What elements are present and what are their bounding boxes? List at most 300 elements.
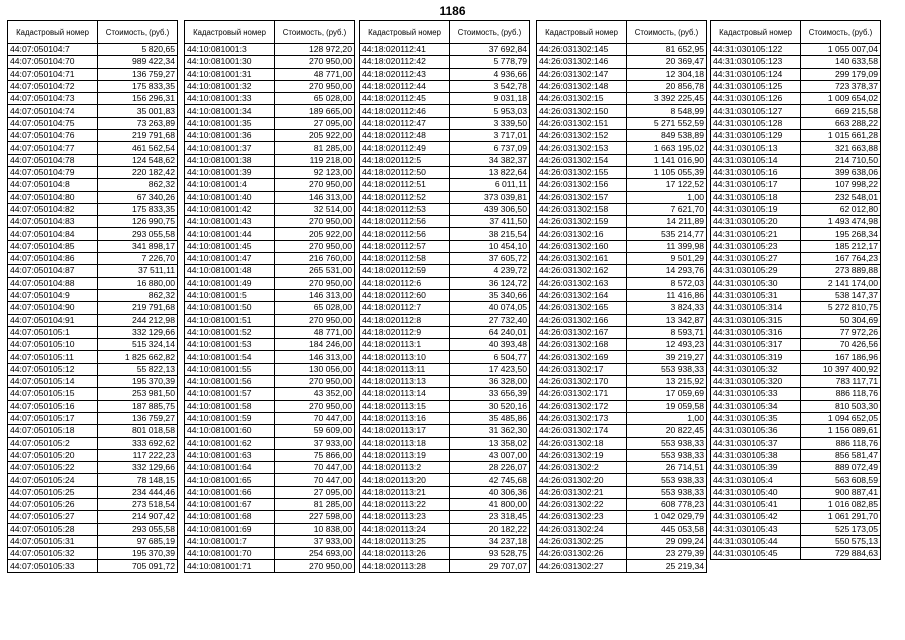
cadastral-number: 44:07:050104:72 xyxy=(8,80,98,92)
cadastral-number: 44:07:050105:14 xyxy=(8,376,98,388)
cadastral-number: 44:31:030105:316 xyxy=(711,326,801,338)
cost-value: 729 884,63 xyxy=(801,548,881,560)
cadastral-number: 44:10:081001:5 xyxy=(185,289,275,301)
cadastral-table-4 xyxy=(536,20,707,573)
cost-value: 195 370,39 xyxy=(98,548,178,560)
cadastral-number: 44:07:050104:74 xyxy=(8,105,98,117)
cost-value: 81 285,00 xyxy=(275,142,355,154)
cadastral-number: 44:10:081001:31 xyxy=(185,68,275,80)
cost-value: 187 885,75 xyxy=(98,400,178,412)
table-row xyxy=(8,437,178,449)
table-row xyxy=(537,228,707,240)
table-row xyxy=(711,105,881,117)
cadastral-number: 44:26:031302:164 xyxy=(537,289,627,301)
table-row xyxy=(537,326,707,338)
cost-value: 31 362,30 xyxy=(450,425,530,437)
cost-value: 705 091,72 xyxy=(98,560,178,572)
cost-value: 67 340,26 xyxy=(98,191,178,203)
cadastral-number: 44:07:050104:82 xyxy=(8,203,98,215)
cost-value: 550 575,13 xyxy=(801,535,881,547)
cost-value: 341 898,17 xyxy=(98,240,178,252)
cost-value: 1 015 661,28 xyxy=(801,130,881,142)
cost-value: 13 215,92 xyxy=(627,376,707,388)
cost-value: 553 938,33 xyxy=(627,363,707,375)
table-row xyxy=(360,339,530,351)
cost-value: 37 605,72 xyxy=(450,253,530,265)
cadastral-table-5 xyxy=(710,20,881,560)
cost-value: 70 447,00 xyxy=(275,462,355,474)
cadastral-number: 44:18:020112:58 xyxy=(360,253,450,265)
cadastral-number: 44:10:081001:62 xyxy=(185,437,275,449)
cost-value: 146 313,00 xyxy=(275,191,355,203)
table-row xyxy=(360,179,530,191)
cadastral-number: 44:26:031302:148 xyxy=(537,80,627,92)
cost-value: 117 222,23 xyxy=(98,449,178,461)
cost-value: 29 099,24 xyxy=(627,535,707,547)
cost-value: 140 633,58 xyxy=(801,56,881,68)
cost-value: 10 397 400,92 xyxy=(801,363,881,375)
table-row xyxy=(8,535,178,547)
cost-value: 214 907,42 xyxy=(98,511,178,523)
table-row xyxy=(711,376,881,388)
cadastral-number: 44:26:031302:26 xyxy=(537,548,627,560)
cadastral-number: 44:10:081001:67 xyxy=(185,498,275,510)
cost-value: 40 306,36 xyxy=(450,486,530,498)
table-row xyxy=(8,376,178,388)
cadastral-number: 44:31:030105:126 xyxy=(711,93,801,105)
cost-value: 1 016 082,85 xyxy=(801,498,881,510)
table-row xyxy=(537,216,707,228)
table-row xyxy=(360,376,530,388)
cost-value: 5 778,79 xyxy=(450,56,530,68)
table-row xyxy=(537,474,707,486)
cadastral-number: 44:10:081001:63 xyxy=(185,449,275,461)
table-row xyxy=(360,80,530,92)
cadastral-number: 44:10:081001:51 xyxy=(185,314,275,326)
cost-value: 663 288,22 xyxy=(801,117,881,129)
cost-value: 75 866,00 xyxy=(275,449,355,461)
cadastral-number: 44:07:050105:24 xyxy=(8,474,98,486)
cost-value: 43 007,00 xyxy=(450,449,530,461)
cadastral-number: 44:18:020112:6 xyxy=(360,277,450,289)
cadastral-number: 44:18:020112:43 xyxy=(360,68,450,80)
cadastral-number: 44:10:081001:68 xyxy=(185,511,275,523)
cadastral-number: 44:31:030105:29 xyxy=(711,265,801,277)
table-row xyxy=(8,486,178,498)
table-row xyxy=(711,68,881,80)
cost-value: 40 074,05 xyxy=(450,302,530,314)
table-row xyxy=(711,388,881,400)
cadastral-number: 44:18:020112:49 xyxy=(360,142,450,154)
cadastral-number: 44:10:081001:37 xyxy=(185,142,275,154)
table-row xyxy=(185,130,355,142)
table-row xyxy=(185,535,355,547)
table-row xyxy=(8,265,178,277)
cost-value: 214 710,50 xyxy=(801,154,881,166)
cadastral-number: 44:31:030105:43 xyxy=(711,523,801,535)
table-row xyxy=(711,511,881,523)
table-row xyxy=(185,228,355,240)
cadastral-number: 44:10:081001:30 xyxy=(185,56,275,68)
cadastral-number: 44:31:030105:4 xyxy=(711,474,801,486)
cost-value: 136 759,27 xyxy=(98,412,178,424)
table-row xyxy=(711,498,881,510)
cadastral-number: 44:07:050104:77 xyxy=(8,142,98,154)
cadastral-number: 44:31:030105:14 xyxy=(711,154,801,166)
cost-value: 5 272 810,75 xyxy=(801,302,881,314)
table-row xyxy=(8,130,178,142)
cost-value: 461 562,54 xyxy=(98,142,178,154)
cadastral-number: 44:07:050105:12 xyxy=(8,363,98,375)
table-row xyxy=(8,425,178,437)
table-row xyxy=(537,388,707,400)
cost-value: 293 055,58 xyxy=(98,523,178,535)
cost-value: 37 933,00 xyxy=(275,437,355,449)
cadastral-number: 44:26:031302:146 xyxy=(537,56,627,68)
cost-value: 553 938,33 xyxy=(627,437,707,449)
cost-value: 93 528,75 xyxy=(450,548,530,560)
table-row xyxy=(185,302,355,314)
table-row xyxy=(185,548,355,560)
cadastral-number: 44:18:020113:1 xyxy=(360,339,450,351)
table-row xyxy=(360,498,530,510)
cost-value: 146 313,00 xyxy=(275,289,355,301)
table-row xyxy=(537,302,707,314)
cost-value: 29 707,07 xyxy=(450,560,530,572)
cadastral-number: 44:18:020113:21 xyxy=(360,486,450,498)
cadastral-number: 44:10:081001:43 xyxy=(185,216,275,228)
table-row xyxy=(8,400,178,412)
table-row xyxy=(360,412,530,424)
cadastral-number: 44:31:030105:42 xyxy=(711,511,801,523)
cadastral-number: 44:31:030105:20 xyxy=(711,216,801,228)
cadastral-number: 44:31:030105:127 xyxy=(711,105,801,117)
cost-value: 270 950,00 xyxy=(275,80,355,92)
cadastral-number: 44:07:050104:73 xyxy=(8,93,98,105)
table-row xyxy=(185,462,355,474)
cost-value: 6 011,11 xyxy=(450,179,530,191)
cost-value: 3 824,33 xyxy=(627,302,707,314)
table-row xyxy=(537,253,707,265)
cadastral-number: 44:10:081001:56 xyxy=(185,376,275,388)
cost-value: 373 039,81 xyxy=(450,191,530,203)
cost-value: 26 714,51 xyxy=(627,462,707,474)
table-row xyxy=(360,486,530,498)
cadastral-number: 44:31:030105:41 xyxy=(711,498,801,510)
cost-value: 11 399,98 xyxy=(627,240,707,252)
table-row xyxy=(537,265,707,277)
cadastral-number: 44:31:030105:320 xyxy=(711,376,801,388)
cost-value: 563 608,59 xyxy=(801,474,881,486)
cost-value: 59 609,00 xyxy=(275,425,355,437)
table-row xyxy=(360,130,530,142)
table-row xyxy=(711,80,881,92)
cadastral-number: 44:07:050105:28 xyxy=(8,523,98,535)
table-row xyxy=(711,203,881,215)
table-row xyxy=(360,351,530,363)
table-row xyxy=(537,560,707,572)
table-row xyxy=(360,203,530,215)
cadastral-number: 44:31:030105:36 xyxy=(711,425,801,437)
header-cadastral-number: Кадастровый номер xyxy=(537,21,627,44)
cadastral-number: 44:26:031302:2 xyxy=(537,462,627,474)
cadastral-number: 44:26:031302:171 xyxy=(537,388,627,400)
cadastral-number: 44:31:030105:19 xyxy=(711,203,801,215)
cost-value: 184 246,00 xyxy=(275,339,355,351)
table-row xyxy=(711,253,881,265)
cadastral-number: 44:10:081001:34 xyxy=(185,105,275,117)
table-row xyxy=(360,523,530,535)
cadastral-number: 44:31:030105:319 xyxy=(711,351,801,363)
table-row xyxy=(360,253,530,265)
cadastral-number: 44:18:020112:42 xyxy=(360,56,450,68)
cost-value: 219 791,68 xyxy=(98,130,178,142)
table-row xyxy=(537,523,707,535)
table-row xyxy=(537,240,707,252)
cost-value: 37 511,11 xyxy=(98,265,178,277)
cadastral-number: 44:26:031302:20 xyxy=(537,474,627,486)
cost-value: 37 692,84 xyxy=(450,44,530,56)
table-row xyxy=(8,449,178,461)
cadastral-number: 44:10:081001:66 xyxy=(185,486,275,498)
cadastral-number: 44:07:050104:91 xyxy=(8,314,98,326)
table-row xyxy=(360,142,530,154)
table-row xyxy=(185,486,355,498)
table-row xyxy=(185,449,355,461)
table-row xyxy=(8,216,178,228)
cadastral-number: 44:31:030105:35 xyxy=(711,412,801,424)
cost-value: 37 411,50 xyxy=(450,216,530,228)
cost-value: 538 147,37 xyxy=(801,289,881,301)
cadastral-number: 44:07:050105:20 xyxy=(8,449,98,461)
cost-value: 3 339,50 xyxy=(450,117,530,129)
cost-value: 17 059,69 xyxy=(627,388,707,400)
table-row xyxy=(185,105,355,117)
cadastral-number: 44:18:020113:23 xyxy=(360,511,450,523)
cadastral-number: 44:07:050105:16 xyxy=(8,400,98,412)
cadastral-number: 44:10:081001:71 xyxy=(185,560,275,572)
table-row xyxy=(360,93,530,105)
table-row xyxy=(360,462,530,474)
cadastral-number: 44:10:081001:33 xyxy=(185,93,275,105)
table-row xyxy=(185,68,355,80)
cadastral-number: 44:18:020112:45 xyxy=(360,93,450,105)
cadastral-number: 44:26:031302:169 xyxy=(537,351,627,363)
table-row xyxy=(711,166,881,178)
table-row xyxy=(8,412,178,424)
table-row xyxy=(8,253,178,265)
cost-value: 219 791,68 xyxy=(98,302,178,314)
table-row xyxy=(360,277,530,289)
cadastral-number: 44:07:050105:18 xyxy=(8,425,98,437)
cost-value: 227 598,00 xyxy=(275,511,355,523)
cost-value: 167 186,96 xyxy=(801,351,881,363)
cadastral-number: 44:31:030105:17 xyxy=(711,179,801,191)
cost-value: 20 369,47 xyxy=(627,56,707,68)
cadastral-number: 44:26:031302:167 xyxy=(537,326,627,338)
cost-value: 4 239,72 xyxy=(450,265,530,277)
cost-value: 48 771,00 xyxy=(275,326,355,338)
cost-value: 55 822,13 xyxy=(98,363,178,375)
table-row xyxy=(711,425,881,437)
table-row xyxy=(711,154,881,166)
cost-value: 50 304,69 xyxy=(801,314,881,326)
cost-value: 40 393,48 xyxy=(450,339,530,351)
table-row xyxy=(185,154,355,166)
table-row xyxy=(360,437,530,449)
header-cadastral-number: Кадастровый номер xyxy=(185,21,275,44)
cost-value: 7 621,70 xyxy=(627,203,707,215)
table-row xyxy=(185,314,355,326)
cost-value: 42 745,68 xyxy=(450,474,530,486)
table-row xyxy=(360,425,530,437)
table-row xyxy=(185,363,355,375)
cadastral-number: 44:07:050104:83 xyxy=(8,216,98,228)
cadastral-number: 44:26:031302:17 xyxy=(537,363,627,375)
table-row xyxy=(711,462,881,474)
cadastral-number: 44:10:081001:50 xyxy=(185,302,275,314)
table-row xyxy=(537,498,707,510)
cadastral-number: 44:10:081001:70 xyxy=(185,548,275,560)
cadastral-number: 44:18:020112:56 xyxy=(360,228,450,240)
cost-value: 1 493 474,98 xyxy=(801,216,881,228)
cost-value: 220 182,42 xyxy=(98,166,178,178)
table-row xyxy=(185,44,355,56)
cost-value: 321 663,88 xyxy=(801,142,881,154)
cost-value: 553 938,33 xyxy=(627,474,707,486)
table-row xyxy=(537,166,707,178)
header-cost: Стоимость, (руб.) xyxy=(627,21,707,44)
cost-value: 234 444,46 xyxy=(98,486,178,498)
table-row xyxy=(537,400,707,412)
table-row xyxy=(8,314,178,326)
cost-value: 253 981,50 xyxy=(98,388,178,400)
cadastral-number: 44:18:020113:20 xyxy=(360,474,450,486)
table-row xyxy=(8,142,178,154)
table-row xyxy=(360,326,530,338)
table-row xyxy=(185,326,355,338)
cadastral-number: 44:31:030105:32 xyxy=(711,363,801,375)
table-row xyxy=(711,93,881,105)
table-row xyxy=(711,228,881,240)
cadastral-number: 44:31:030105:317 xyxy=(711,339,801,351)
cadastral-number: 44:07:050105:15 xyxy=(8,388,98,400)
cadastral-number: 44:26:031302:159 xyxy=(537,216,627,228)
table-row xyxy=(711,474,881,486)
cadastral-number: 44:07:050104:9 xyxy=(8,289,98,301)
table-row xyxy=(537,56,707,68)
table-row xyxy=(185,216,355,228)
cost-value: 23 279,39 xyxy=(627,548,707,560)
cadastral-number: 44:07:050105:2 xyxy=(8,437,98,449)
header-cost: Стоимость, (руб.) xyxy=(801,21,881,44)
cadastral-number: 44:31:030105:129 xyxy=(711,130,801,142)
cost-value: 13 358,02 xyxy=(450,437,530,449)
table-row xyxy=(360,44,530,56)
cost-value: 439 306,50 xyxy=(450,203,530,215)
cadastral-number: 44:18:020112:7 xyxy=(360,302,450,314)
cadastral-number: 44:26:031302:163 xyxy=(537,277,627,289)
cadastral-number: 44:31:030105:40 xyxy=(711,486,801,498)
cost-value: 175 833,35 xyxy=(98,203,178,215)
table-row xyxy=(537,68,707,80)
cadastral-number: 44:18:020112:52 xyxy=(360,191,450,203)
table-row xyxy=(185,560,355,572)
table-row xyxy=(8,228,178,240)
cadastral-number: 44:26:031302:153 xyxy=(537,142,627,154)
table-row xyxy=(8,240,178,252)
table-row xyxy=(8,388,178,400)
table-row xyxy=(8,191,178,203)
header-cadastral-number: Кадастровый номер xyxy=(360,21,450,44)
cadastral-number: 44:31:030105:21 xyxy=(711,228,801,240)
cost-value: 130 056,00 xyxy=(275,363,355,375)
header-cost: Стоимость, (руб.) xyxy=(275,21,355,44)
table-row xyxy=(711,142,881,154)
cadastral-number: 44:31:030105:30 xyxy=(711,277,801,289)
table-row xyxy=(537,425,707,437)
table-row xyxy=(537,351,707,363)
cost-value: 14 293,76 xyxy=(627,265,707,277)
cost-value: 515 324,14 xyxy=(98,339,178,351)
cadastral-number: 44:31:030105:125 xyxy=(711,80,801,92)
cadastral-number: 44:18:020113:26 xyxy=(360,548,450,560)
cadastral-number: 44:10:081001:3 xyxy=(185,44,275,56)
cost-value: 1 009 654,02 xyxy=(801,93,881,105)
cadastral-number: 44:18:020113:2 xyxy=(360,462,450,474)
cost-value: 900 887,41 xyxy=(801,486,881,498)
cadastral-number: 44:26:031302:165 xyxy=(537,302,627,314)
cadastral-number: 44:18:020112:56 xyxy=(360,216,450,228)
cost-value: 553 938,33 xyxy=(627,486,707,498)
cadastral-number: 44:07:050105:11 xyxy=(8,351,98,363)
cadastral-number: 44:26:031302:170 xyxy=(537,376,627,388)
table-row xyxy=(360,363,530,375)
cadastral-number: 44:07:050104:76 xyxy=(8,130,98,142)
cost-value: 136 759,27 xyxy=(98,68,178,80)
cadastral-number: 44:10:081001:54 xyxy=(185,351,275,363)
cadastral-number: 44:18:020112:5 xyxy=(360,154,450,166)
cost-value: 205 922,00 xyxy=(275,130,355,142)
table-row xyxy=(8,474,178,486)
table-row xyxy=(8,560,178,572)
cost-value: 270 950,00 xyxy=(275,314,355,326)
cadastral-number: 44:18:020112:47 xyxy=(360,117,450,129)
table-row xyxy=(711,339,881,351)
cadastral-number: 44:26:031302:157 xyxy=(537,191,627,203)
cadastral-number: 44:18:020112:9 xyxy=(360,326,450,338)
cadastral-number: 44:18:020112:59 xyxy=(360,265,450,277)
cost-value: 553 938,33 xyxy=(627,449,707,461)
cost-value: 20 182,22 xyxy=(450,523,530,535)
table-row xyxy=(185,474,355,486)
table-row xyxy=(360,314,530,326)
table-row xyxy=(711,449,881,461)
cadastral-number: 44:10:081001:47 xyxy=(185,253,275,265)
table-row xyxy=(185,142,355,154)
cost-value: 8 572,03 xyxy=(627,277,707,289)
cost-value: 28 226,07 xyxy=(450,462,530,474)
table-row xyxy=(711,240,881,252)
cadastral-number: 44:26:031302:152 xyxy=(537,130,627,142)
cost-value: 232 548,01 xyxy=(801,191,881,203)
cadastral-number: 44:26:031302:160 xyxy=(537,240,627,252)
cadastral-number: 44:10:081001:38 xyxy=(185,154,275,166)
cadastral-number: 44:10:081001:4 xyxy=(185,179,275,191)
cadastral-number: 44:18:020113:10 xyxy=(360,351,450,363)
cost-value: 65 028,00 xyxy=(275,93,355,105)
cost-value: 270 950,00 xyxy=(275,277,355,289)
